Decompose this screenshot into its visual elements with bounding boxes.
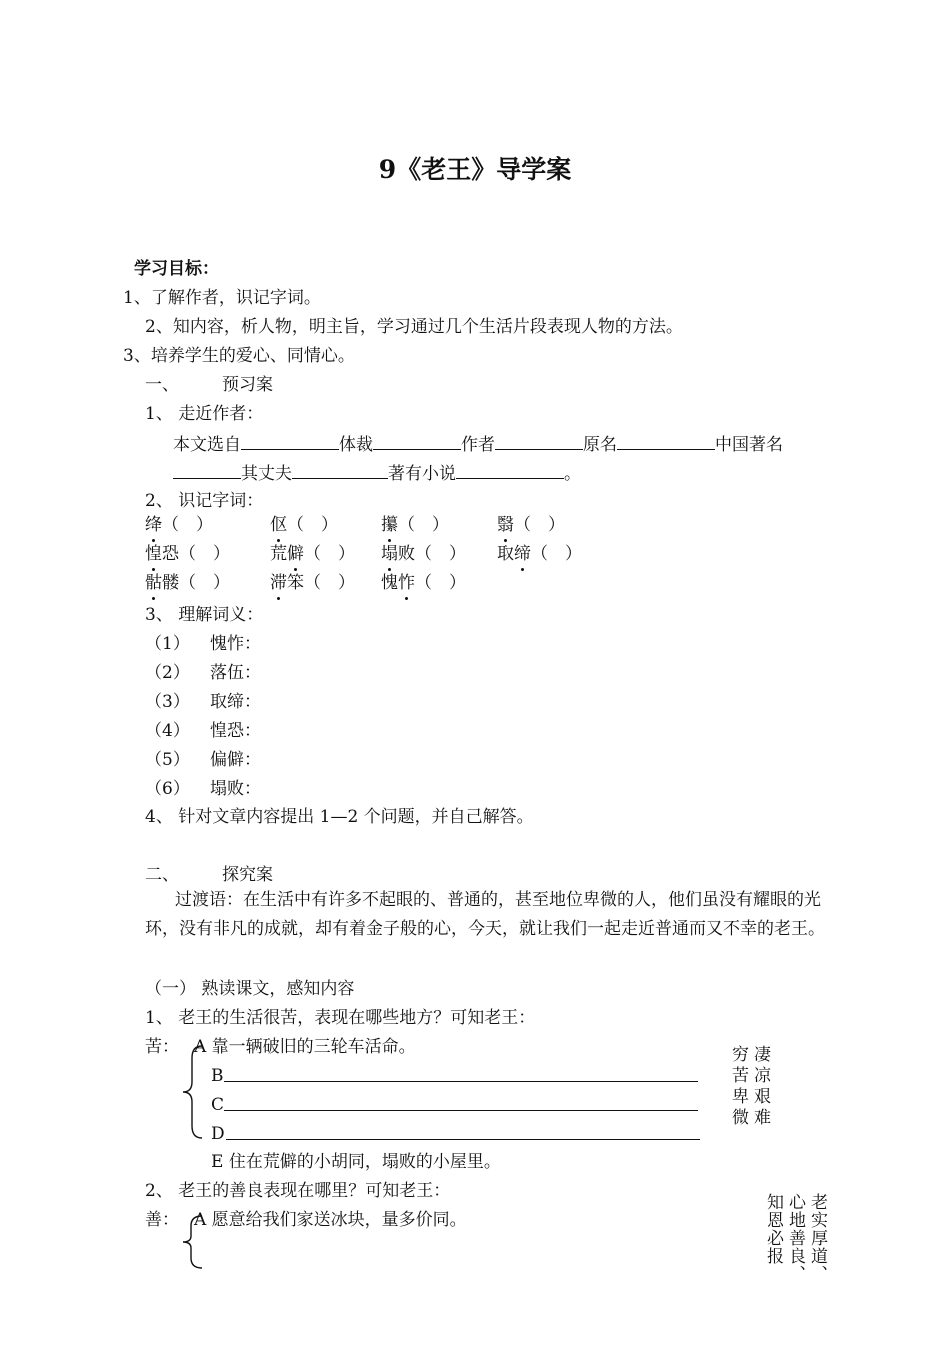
vocab-word: 愧怍： xyxy=(210,634,261,654)
answer-line[interactable] xyxy=(224,1110,698,1111)
question-label: 3、 理解词义： xyxy=(145,605,264,625)
answer-parens[interactable]: （ ） xyxy=(179,544,230,564)
summary-column: 心地善良、 xyxy=(785,1193,805,1283)
answer-parens[interactable]: （ ） xyxy=(179,573,230,593)
word-item xyxy=(145,514,213,536)
vocab-word: 偏僻： xyxy=(210,750,261,770)
objective-item: 2、知内容，析人物，明主旨，学习通过几个生活片段表现人物的方法。 xyxy=(145,317,683,337)
section-number: 二、 xyxy=(145,865,179,885)
objectives-heading: 学习目标： xyxy=(134,259,219,279)
summary-column: 知恩必报 xyxy=(763,1193,783,1265)
word-item: 惶恐（ ） xyxy=(145,544,230,564)
word-item xyxy=(497,514,565,536)
dotted-character: 怍 xyxy=(398,573,415,593)
vocab-number: （4） xyxy=(145,721,190,741)
dotted-character: 惶 xyxy=(145,544,162,564)
summary-row: 穷凄 xyxy=(732,1045,776,1065)
question-label: 2、 老王的善良表现在哪里？可知老王： xyxy=(145,1181,451,1201)
answer-parens[interactable]: （ ） xyxy=(398,515,449,535)
page-title: 9《老王》导学案 xyxy=(378,155,572,184)
fill-blank[interactable] xyxy=(456,461,564,479)
section-heading: 预习案 xyxy=(222,375,273,395)
summary-row: 苦凉 xyxy=(732,1066,776,1086)
summary-column: 老实厚道、 xyxy=(807,1193,827,1283)
word-item xyxy=(381,514,449,536)
dotted-character: 僻 xyxy=(287,544,304,564)
answer-parens[interactable]: （ ） xyxy=(304,544,355,564)
question-label: 4、 针对文章内容提出 1—2 个问题，并自己解答。 xyxy=(145,807,534,827)
fill-label: 其丈夫 xyxy=(241,464,292,484)
vocab-number: （2） xyxy=(145,663,190,683)
objective-item: 1、了解作者，识记字词。 xyxy=(123,288,321,308)
shan-label: 善： xyxy=(145,1210,179,1230)
word-item xyxy=(270,514,338,536)
vocab-number: （3） xyxy=(145,692,190,712)
vocab-word: 落伍： xyxy=(210,663,261,683)
fill-blank[interactable] xyxy=(495,432,583,450)
transition-paragraph: 过渡语：在生活中有许多不起眼的、普通的，甚至地位卑微的人，他们虽没有耀眼的光环，没有非凡的成就，却有着金子般的心，今天，就让我们一起走近普通而又不幸的老王。 xyxy=(145,890,825,939)
ku-item: A 靠一辆破旧的三轮车活命。 xyxy=(194,1037,416,1057)
summary-row: 卑艰 xyxy=(732,1087,776,1107)
word-item: 愧怍（ ） xyxy=(381,573,466,593)
answer-parens[interactable]: （ ） xyxy=(304,573,355,593)
question-label: 2、 识记字词： xyxy=(145,491,264,511)
shan-item: A 愿意给我们家送冰块，量多价同。 xyxy=(194,1210,467,1230)
word-item: 塌败（ ） xyxy=(381,544,466,564)
ku-label: 苦： xyxy=(145,1037,179,1057)
word-item: 滞笨（ ） xyxy=(270,573,355,593)
vocab-number: （6） xyxy=(145,779,190,799)
subsection-heading: （一） 熟读课文，感知内容 xyxy=(145,979,355,999)
vocab-word: 取缔： xyxy=(210,692,261,712)
dotted-character: 塌 xyxy=(381,544,398,564)
answer-parens[interactable]: （ ） xyxy=(162,515,213,535)
ku-item: E 住在荒僻的小胡同，塌败的小屋里。 xyxy=(211,1152,501,1172)
section-number: 一、 xyxy=(145,375,179,395)
objective-item: 3、培养学生的爱心、同情心。 xyxy=(123,346,355,366)
section-heading: 探究案 xyxy=(222,865,273,885)
dotted-character: 骷 xyxy=(145,573,162,593)
vocab-word: 惶恐： xyxy=(210,721,261,741)
vocab-number: （5） xyxy=(145,750,190,770)
fill-blank[interactable] xyxy=(617,432,715,450)
vocab-number: （1） xyxy=(145,634,190,654)
fill-label: 本文选自 xyxy=(173,435,241,455)
vocab-word: 塌败： xyxy=(210,779,261,799)
fill-blank[interactable] xyxy=(241,432,339,450)
answer-parens[interactable]: （ ） xyxy=(514,515,565,535)
dotted-character: 滞 xyxy=(270,573,287,593)
answer-line[interactable] xyxy=(224,1081,698,1082)
fill-blank[interactable] xyxy=(173,461,241,479)
fill-label: 作者 xyxy=(461,435,495,455)
fill-blank[interactable] xyxy=(373,432,461,450)
question-label: 1、 老王的生活很苦，表现在哪些地方？可知老王： xyxy=(145,1008,536,1028)
fill-label: 。 xyxy=(564,464,581,484)
dotted-character: 攥 xyxy=(381,515,398,535)
question-label: 1、 走近作者： xyxy=(145,404,264,424)
author-fill-line xyxy=(173,461,581,485)
fill-label: 中国著名 xyxy=(715,435,783,455)
dotted-character: 翳 xyxy=(497,515,514,535)
author-fill-line xyxy=(173,432,783,456)
dotted-character: 缔 xyxy=(514,544,531,564)
ku-item: C xyxy=(211,1095,225,1115)
fill-label: 原名 xyxy=(583,435,617,455)
answer-parens[interactable]: （ ） xyxy=(415,544,466,564)
answer-line[interactable] xyxy=(226,1139,700,1140)
summary-row: 微难 xyxy=(732,1108,776,1128)
answer-parens[interactable]: （ ） xyxy=(287,515,338,535)
dotted-character: 绛 xyxy=(145,515,162,535)
word-item: 荒僻（ ） xyxy=(270,544,355,564)
brace-icon xyxy=(180,1044,204,1140)
word-item: 取缔（ ） xyxy=(497,544,582,564)
ku-item: B xyxy=(211,1066,224,1086)
ku-item: D xyxy=(211,1124,225,1144)
answer-parens[interactable]: （ ） xyxy=(531,544,582,564)
dotted-character: 伛 xyxy=(270,515,287,535)
answer-parens[interactable]: （ ） xyxy=(415,573,466,593)
fill-label: 著有小说 xyxy=(388,464,456,484)
word-item: 骷髅（ ） xyxy=(145,573,230,593)
fill-blank[interactable] xyxy=(292,461,388,479)
fill-label: 体裁 xyxy=(339,435,373,455)
